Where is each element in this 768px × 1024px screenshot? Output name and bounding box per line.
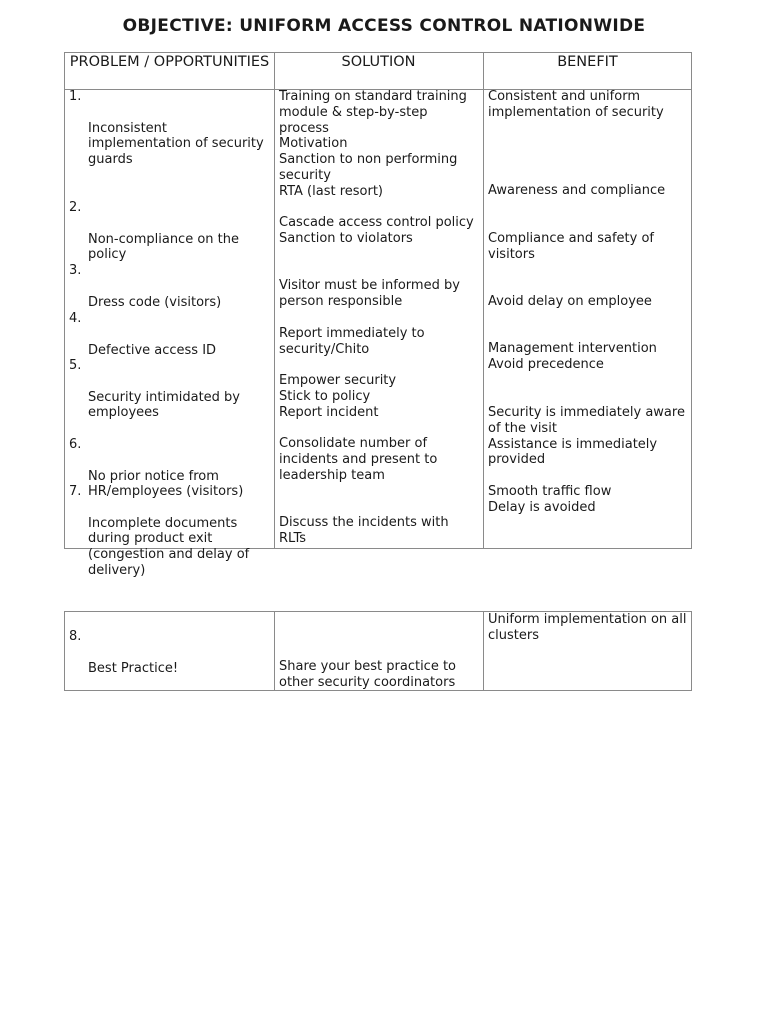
problem-text: Best Practice! bbox=[88, 660, 179, 676]
table-header-row bbox=[65, 53, 691, 90]
problem-item bbox=[69, 629, 269, 692]
best-practice-table bbox=[64, 611, 692, 691]
benefit-text: Uniform implementation on all clusters bbox=[488, 612, 687, 643]
page-title: OBJECTIVE: UNIFORM ACCESS CONTROL NATIONWIDE bbox=[122, 16, 646, 36]
benefit-text: Security is immediately aware of the visit Assistance is immediately provided bbox=[488, 405, 685, 468]
problem-text: Inconsistent implementation of security guards bbox=[88, 120, 264, 168]
objectives-table bbox=[64, 52, 692, 578]
problem-item bbox=[69, 89, 269, 184]
problem-text: Non-compliance on the policy bbox=[88, 231, 239, 263]
problem-number: 4. bbox=[69, 311, 82, 326]
problem-text: No prior notice from HR/employees (visitors) bbox=[88, 468, 244, 500]
solution-text: Visitor must be informed by person responsible bbox=[279, 278, 460, 309]
benefit-text: Management intervention Avoid precedence bbox=[488, 341, 657, 372]
benefit-text: Awareness and compliance bbox=[488, 183, 666, 198]
benefit-text: Avoid delay on employee bbox=[488, 294, 652, 309]
problem-number: 3. bbox=[69, 263, 82, 278]
solution-text: Share your best practice to other security coordinators bbox=[279, 659, 457, 690]
problem-number: 1. bbox=[69, 89, 82, 104]
column-divider bbox=[274, 612, 275, 690]
header-solution: SOLUTION bbox=[341, 54, 416, 70]
problem-number: 2. bbox=[69, 200, 82, 215]
benefit-text: Compliance and safety of visitors bbox=[488, 231, 655, 262]
solution-text: Training on standard training module & step-by-step process Motivation Sanction to non performing security RTA (last resort) bbox=[279, 89, 467, 199]
problem-text: Incomplete documents during product exit (congestion and delay of delivery) bbox=[88, 515, 250, 578]
solution-text: Cascade access control policy Sanction to violators bbox=[279, 215, 474, 246]
column-divider bbox=[274, 53, 275, 548]
problem-number: 8. bbox=[69, 629, 82, 644]
problem-text: Security intimidated by employees bbox=[88, 389, 240, 421]
column-divider bbox=[483, 53, 484, 548]
problem-item bbox=[69, 358, 269, 437]
problem-item bbox=[69, 484, 269, 595]
header-benefit: BENEFIT bbox=[557, 54, 618, 70]
problem-number: 5. bbox=[69, 358, 82, 373]
benefit-text: Consistent and uniform implementation of security bbox=[488, 89, 664, 120]
column-divider bbox=[483, 612, 484, 690]
problem-text: Dress code (visitors) bbox=[88, 294, 222, 310]
solution-text: Report immediately to security/Chito bbox=[279, 326, 425, 357]
problem-number: 7. bbox=[69, 484, 82, 499]
benefit-text: Smooth traffic flow Delay is avoided bbox=[488, 484, 612, 515]
problem-number: 6. bbox=[69, 437, 82, 452]
solution-text: Empower security Stick to policy Report incident bbox=[279, 373, 397, 420]
solution-text: Consolidate number of incidents and present to leadership team bbox=[279, 436, 438, 483]
header-problem: PROBLEM / OPPORTUNITIES bbox=[69, 54, 270, 70]
solution-text: Discuss the incidents with RLTs bbox=[279, 515, 449, 546]
problem-text: Defective access ID bbox=[88, 342, 217, 358]
